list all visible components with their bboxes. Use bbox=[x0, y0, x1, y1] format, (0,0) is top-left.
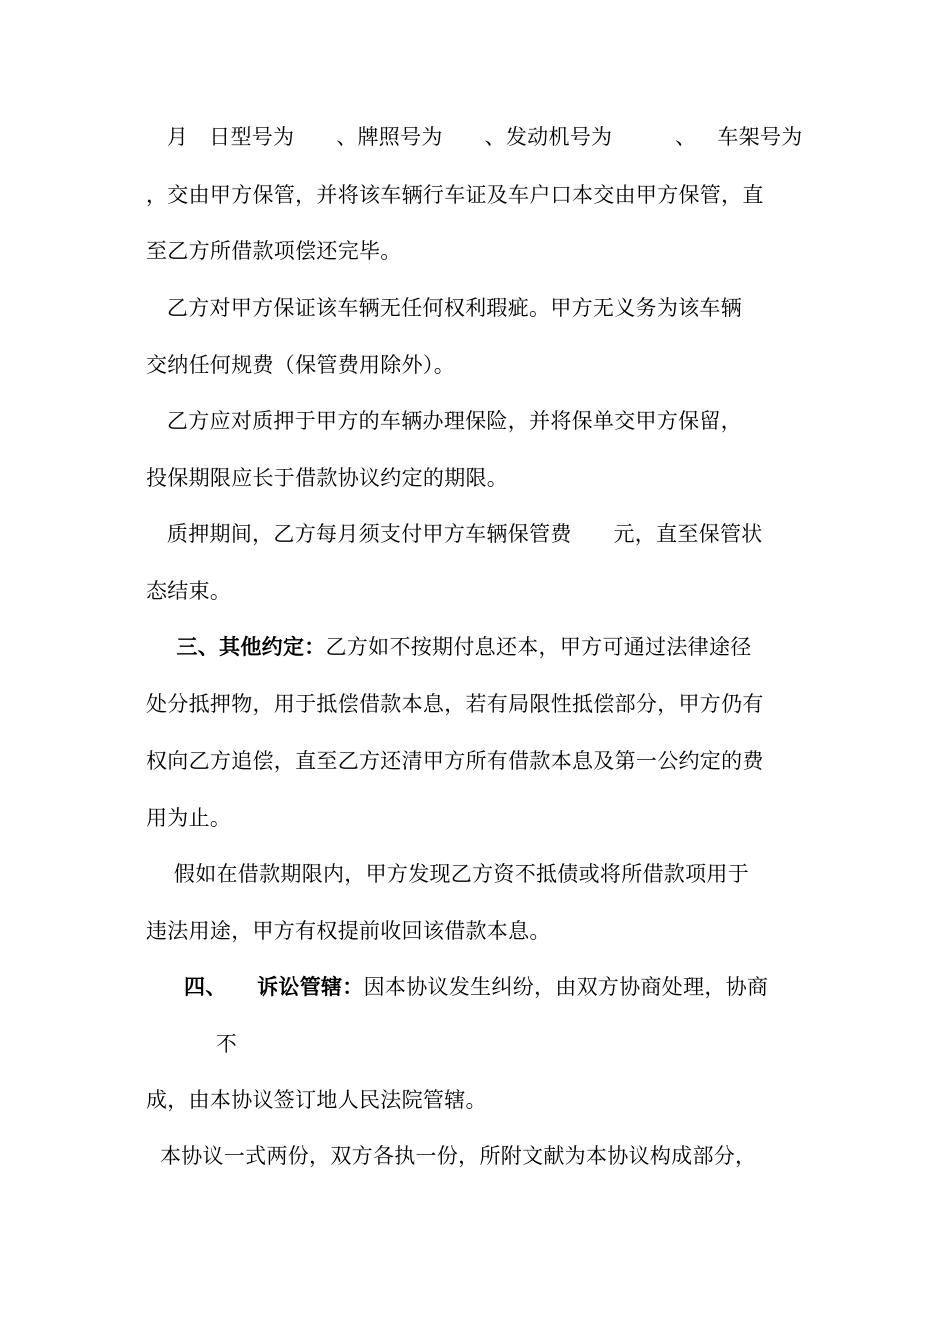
line-text: 用为止。 bbox=[146, 806, 232, 830]
section-heading: 四、 诉讼管辖： bbox=[146, 974, 364, 999]
paragraph-line bbox=[146, 294, 810, 322]
line-text: 本协议一式两份，双方各执一份，所附文献为本协议构成部分， bbox=[146, 1144, 757, 1168]
line-text: 交纳任何规费（保管费用除外）。 bbox=[146, 353, 455, 377]
paragraph-line bbox=[146, 237, 810, 265]
line-text: 假如在借款期限内，甲方发现乙方资不抵债或将所借款项用于 bbox=[146, 862, 749, 886]
line-text: 处分抵押物，用于抵偿借款本息，若有局限性抵偿部分，甲方仍有 bbox=[146, 692, 764, 716]
line-text: 乙方对甲方保证该车辆无任何权利瑕疵。甲方无义务为该车辆 bbox=[146, 296, 743, 320]
line-text: 月 日型号为 、牌照号为 、发动机号为 、 车架号为 bbox=[146, 125, 803, 149]
paragraph-line bbox=[146, 1142, 810, 1170]
paragraph-line bbox=[146, 181, 810, 209]
paragraph-line bbox=[146, 407, 810, 435]
line-text: 权向乙方追偿，直至乙方还清甲方所有借款本息及第一公约定的费 bbox=[146, 749, 764, 773]
paragraph-line bbox=[146, 1030, 810, 1058]
section-heading-line bbox=[146, 633, 810, 661]
paragraph-line bbox=[146, 1086, 810, 1114]
paragraph-line bbox=[146, 747, 810, 775]
line-text: 成，由本协议签订地人民法院管辖。 bbox=[146, 1088, 487, 1112]
line-text: 因本协议发生纠纷，由双方协商处理，协商 bbox=[363, 975, 769, 999]
section-heading-line bbox=[146, 973, 810, 1001]
paragraph-line bbox=[146, 804, 810, 832]
paragraph-line bbox=[146, 520, 810, 548]
line-text: 质押期间，乙方每月须支付甲方车辆保管费 元，直至保管状 bbox=[146, 522, 763, 546]
paragraph-line bbox=[146, 577, 810, 605]
paragraph-line bbox=[146, 860, 810, 888]
section-heading: 三、其他约定： bbox=[146, 634, 326, 659]
line-text: 至乙方所借款项偿还完毕。 bbox=[146, 239, 402, 263]
line-text: 投保期限应长于借款协议约定的期限。 bbox=[146, 466, 509, 490]
paragraph-line bbox=[146, 351, 810, 379]
line-text: 态结束。 bbox=[146, 579, 232, 603]
paragraph-line bbox=[146, 917, 810, 945]
line-text: 乙方如不按期付息还本，甲方可通过法律途径 bbox=[325, 635, 752, 659]
paragraph-line bbox=[146, 690, 810, 718]
paragraph-line bbox=[146, 464, 810, 492]
line-text: 违法用途，甲方有权提前收回该借款本息。 bbox=[146, 919, 551, 943]
line-text: 不 bbox=[146, 1032, 238, 1056]
paragraph-line bbox=[146, 123, 810, 151]
line-text: ，交由甲方保管，并将该车辆行车证及车户口本交由甲方保管，直 bbox=[146, 183, 764, 207]
line-text: 乙方应对质押于甲方的车辆办理保险，并将保单交甲方保留， bbox=[146, 409, 743, 433]
